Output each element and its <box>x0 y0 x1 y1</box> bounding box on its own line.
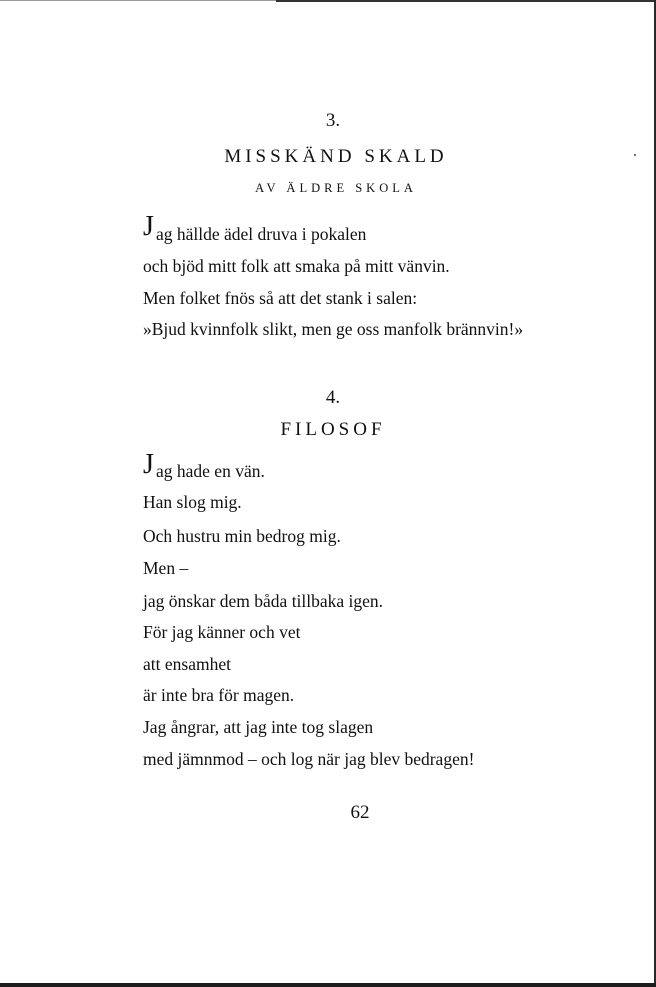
poem-3-number: 3. <box>325 110 341 131</box>
poem-4-line-8: är inte bra för magen. <box>143 685 295 705</box>
poem-4-line-2: Han slog mig. <box>143 492 242 512</box>
scan-top-edge-shadow <box>276 0 656 2</box>
poem-4-line-10: med jämnmod – och log när jag blev bedragen! <box>143 749 475 769</box>
poem-4-title: FILOSOF <box>280 419 386 440</box>
poem-4-line-4: Men – <box>143 558 189 578</box>
poem-4-line-9: Jag ångrar, att jag inte tog slagen <box>143 717 374 737</box>
poem-3-line-2: och bjöd mitt folk att smaka på mitt vänvin. <box>143 256 450 276</box>
poem-3-title: MISSKÄND SKALD <box>224 146 448 167</box>
poem-3-line-3: Men folket fnös så att det stank i salen: <box>143 288 418 308</box>
poem-4-line-6: För jag känner och vet <box>143 622 301 642</box>
poem-3-line-4: »Bjud kvinnfolk slikt, men ge oss manfolk brännvin!» <box>143 319 524 339</box>
scan-bottom-edge <box>0 983 656 987</box>
poem-3-subtitle: AV ÄLDRE SKOLA <box>255 181 417 195</box>
poem-4-number: 4. <box>325 387 341 408</box>
poem-3-line-1: ag hällde ädel druva i pokalen <box>156 224 367 244</box>
poem-4-line-7: att ensamhet <box>143 654 231 674</box>
poem-4-drop-cap: J <box>143 449 154 480</box>
page-number: 62 <box>350 802 370 823</box>
poem-4-line-5: jag önskar dem båda tillbaka igen. <box>143 591 384 611</box>
poem-3-drop-cap: J <box>143 211 154 242</box>
poem-4-line-1: ag hade en vän. <box>156 461 265 481</box>
poem-4-line-3: Och hustru min bedrog mig. <box>143 526 341 546</box>
